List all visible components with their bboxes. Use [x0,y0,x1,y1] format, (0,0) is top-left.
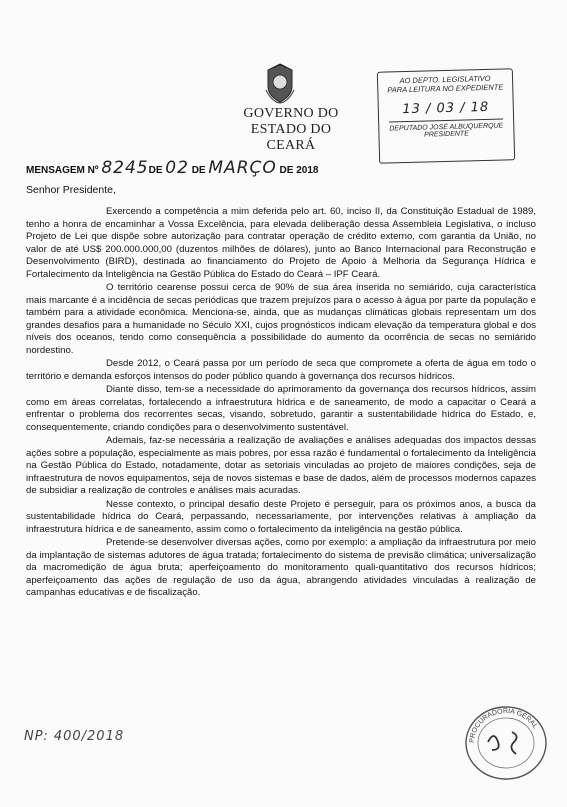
gov-line1: GOVERNO DO [243,106,339,121]
stamp-line3: DEPUTADO JOSÉ ALBUQUERQUE [389,122,504,133]
stamp-divider [389,119,503,123]
paragraph: O território cearense possui cerca de 90% de sua área inserida no semiárido, cuja característica mais marcante é a incidência de secas periódicas que trazem prejuízos para o acesso à água por parte da população e também para a atividade econômica. Menciona-se, ainda, que as mudanças climáticas globais representam um dos grandes desafios para a humanidade no Século XXI, cujos prognósticos indicam elevação da temperatura global e dos níveis dos oceanos, tendo como consequência a possibilidade do aumento da ocorrência de secas no semiárido nordestino. [26,282,536,356]
state-crest-icon [262,62,298,104]
message-label: MENSAGEM Nº [26,165,99,176]
message-de2: DE [191,165,206,176]
stamp-line1: AO DEPTO. LEGISLATIVO [399,73,491,86]
handwritten-np: NP: 400/2018 [24,729,125,744]
message-header [26,158,318,178]
message-number: 8245 [101,158,149,178]
greeting: Senhor Presidente, [26,184,116,196]
gov-line2: ESTADO DO CEARÁ [250,122,332,153]
stamp-line4: PRESIDENTE [424,130,469,139]
paragraph: Ademais, faz-se necessária a realização de avaliações e análises adequadas dos impactos dessas ações sobre a população, especialmente as mais pobres, por essa razão é fundamental o fortalecimento da Inteligência na Gestão Pública do Estado, notadamente, dotar as setoriais vinculadas ao projeto de maiores condições, seja de infraestrutura de novos equipamentos, seja de novos sistemas e base de dados, além de processos modernos capazes de subsidiar a realização de controles e análises mais acuradas. [26,435,536,496]
procuradoria-seal-icon [460,702,552,784]
stamp-line2: PARA LEITURA NO EXPEDIENTE [387,82,504,95]
message-de1: DE [148,165,163,176]
stamp-date: 13 / 03 / 18 [402,99,490,118]
letter-body [26,206,536,601]
paragraph: Diante disso, tem-se a necessidade do aprimoramento da governança dos recursos hídricos, assim como em áreas correlatas, fortalecendo a infraestrutura hídrica e de saneamento, de modo a capacitar o Ceará a enfrentar o problema dos recorrentes secas, visando, sobretudo, garantir a sustentabilidade hídrica do Estado, e, consequentemente, criando condições para o desenvolvimento sustentável. [26,384,536,433]
message-de3: DE 2018 [279,165,319,176]
message-month: MARÇO [208,158,277,178]
paragraph: Exercendo a competência a mim deferida pelo art. 60, inciso II, da Constituição Estadual de 1989, tenho a honra de encaminhar a Vossa Excelência, para elevada deliberação dessa Assembleia Legislativa, o incluso Projeto de Lei que dispõe sobre autorização para contratar operação de crédito externo, com garantia da União, no valor de até US$ 200.000.000,00 (duzentos milhões de dólares), junto ao Banco Internacional para Reconstrução e Desenvolvimento (BIRD), destinada ao financiamento do Projeto de Apoio à Melhoria da Segurança Hídrica e Fortalecimento da Inteligência na Gestão Pública do Estado do Ceará – IPF Ceará. [26,206,536,280]
paragraph: Pretende-se desenvolver diversas ações, como por exemplo: a ampliação da infraestrutura por meio da implantação de sistemas adutores de água tratada; fortalecimento do sistema de previsão climática; universalização da macromedição de água bruta; aperfeiçoamento do monitoramento quali-quantitativo dos recursos hídricos; aperfeiçoamento das ações de regulação de uso da água, abrangendo atividades vinculadas à realização de campanhas educativas e de fiscalização. [26,537,536,598]
government-header [226,106,356,154]
legislative-stamp [377,68,515,164]
paragraph: Desde 2012, o Ceará passa por um período de seca que compromete a oferta de água em todo o território e demanda esforços intensos do poder público quando à governança dos recursos hídricos. [26,358,536,382]
seal-text: PROCURADORIA GERAL [468,707,539,744]
message-day: 02 [165,158,189,178]
paragraph: Nesse contexto, o principal desafio deste Projeto é perseguir, para os próximos anos, a busca da sustentabilidade hídrica do Ceará, perpassando, necessariamente, por intervenções relativas à ampliação da infraestrutura hídrica e de saneamento, assim como o fortalecimento da inteligência na gestão pública. [26,498,536,535]
